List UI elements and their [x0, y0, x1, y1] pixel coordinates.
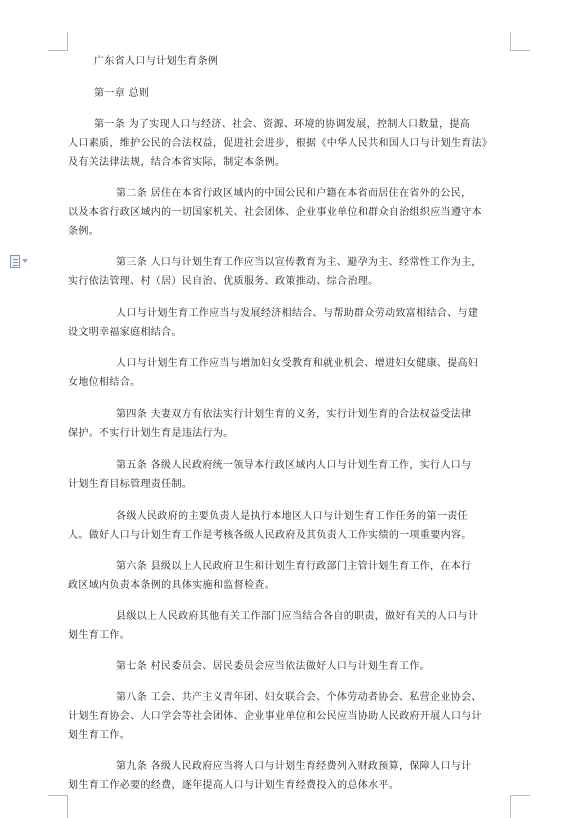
- text-line: 各级人民政府的主要负责人是执行本地区人口与计划生育工作任务的第一责任: [116, 511, 468, 522]
- text-line: 人。做好人口与计划生育工作是考核各级人民政府及其负责人工作实绩的一项重要内容。: [68, 530, 472, 541]
- text-line: 第一条 为了实现人口与经济、社会、资源、环境的协调发展，控制人口数量，提高: [94, 119, 471, 130]
- document-icon: [10, 255, 20, 268]
- text-line: 第六条 县级以上人民政府卫生和计划生育行政部门主管计划生育工作，在本行: [116, 561, 472, 572]
- top-left-margin-mark: [48, 32, 68, 51]
- text-line: 计划生育协会、人口学会等社会团体、企业事业单位和公民应当协助人民政府开展人口与计: [68, 711, 482, 722]
- bottom-left-margin-mark: [48, 795, 68, 818]
- text-line: 划生育工作必要的经费，逐年提高人口与计划生育经费投入的总体水平。: [68, 780, 400, 791]
- text-line: 第七条 村民委员会、居民委员会应当依法做好人口与计划生育工作。: [116, 661, 431, 672]
- bottom-right-margin-mark: [510, 795, 530, 818]
- top-right-margin-mark: [510, 32, 530, 51]
- chapter-heading: 第一章 总则: [94, 88, 150, 99]
- text-line: 第二条 居住在本省行政区域内的中国公民和户籍在本省而居住在省外的公民，: [116, 188, 472, 199]
- text-line: 保护。不实行计划生育是违法行为。: [68, 428, 234, 439]
- text-line: 第八条 工会、共产主义青年团、妇女联合会、个体劳动者协会、私营企业协会、: [116, 692, 482, 703]
- text-line: 第三条 人口与计划生育工作应当以宣传教育为主、避孕为主、经常性工作为主，: [116, 257, 482, 268]
- text-line: 以及本省行政区域内的一切国家机关、社会团体、企业事业单位和群众自治组织应当遵守本: [68, 207, 482, 218]
- text-line: 及有关法律法规，结合本省实际，制定本条例。: [68, 157, 286, 168]
- text-line: 设文明幸福家庭相结合。: [68, 327, 182, 338]
- text-line: 第五条 各级人民政府统一领导本行政区域内人口与计划生育工作，实行人口与: [116, 460, 472, 471]
- text-line: 第九条 各级人民政府应当将人口与计划生育经费列入财政预算，保障人口与计: [116, 761, 472, 772]
- text-line: 划生育工作。: [68, 630, 131, 641]
- text-line: 政区域内负责本条例的具体实施和监督检查。: [68, 580, 275, 591]
- text-line: 人口与计划生育工作应当与发展经济相结合、与帮助群众劳动致富相结合、与建: [116, 308, 479, 319]
- document-title: 广东省人口与计划生育条例: [94, 56, 219, 67]
- text-line: 第四条 夫妻双方有依法实行计划生育的义务，实行计划生育的合法权益受法律: [116, 409, 472, 420]
- dropdown-arrow-icon: [22, 259, 28, 263]
- text-line: 女地位相结合。: [68, 377, 141, 388]
- text-line: 条例。: [68, 226, 100, 237]
- paragraph-options-icon[interactable]: [10, 253, 34, 269]
- text-line: 实行依法管理、村（居）民自治、优质服务、政策推动、综合治理。: [68, 276, 379, 287]
- text-line: 人口与计划生育工作应当与增加妇女受教育和就业机会、增进妇女健康、提高妇: [116, 358, 479, 369]
- text-line: 计划生育目标管理责任制。: [68, 479, 193, 490]
- text-line: 人口素质，维护公民的合法权益，促进社会进步，根据《中华人民共和国人口与计划生育法》: [68, 138, 493, 149]
- text-line: 划生育工作。: [68, 730, 131, 741]
- text-line: 县级以上人民政府其他有关工作部门应当结合各自的职责，做好有关的人口与计: [116, 611, 479, 622]
